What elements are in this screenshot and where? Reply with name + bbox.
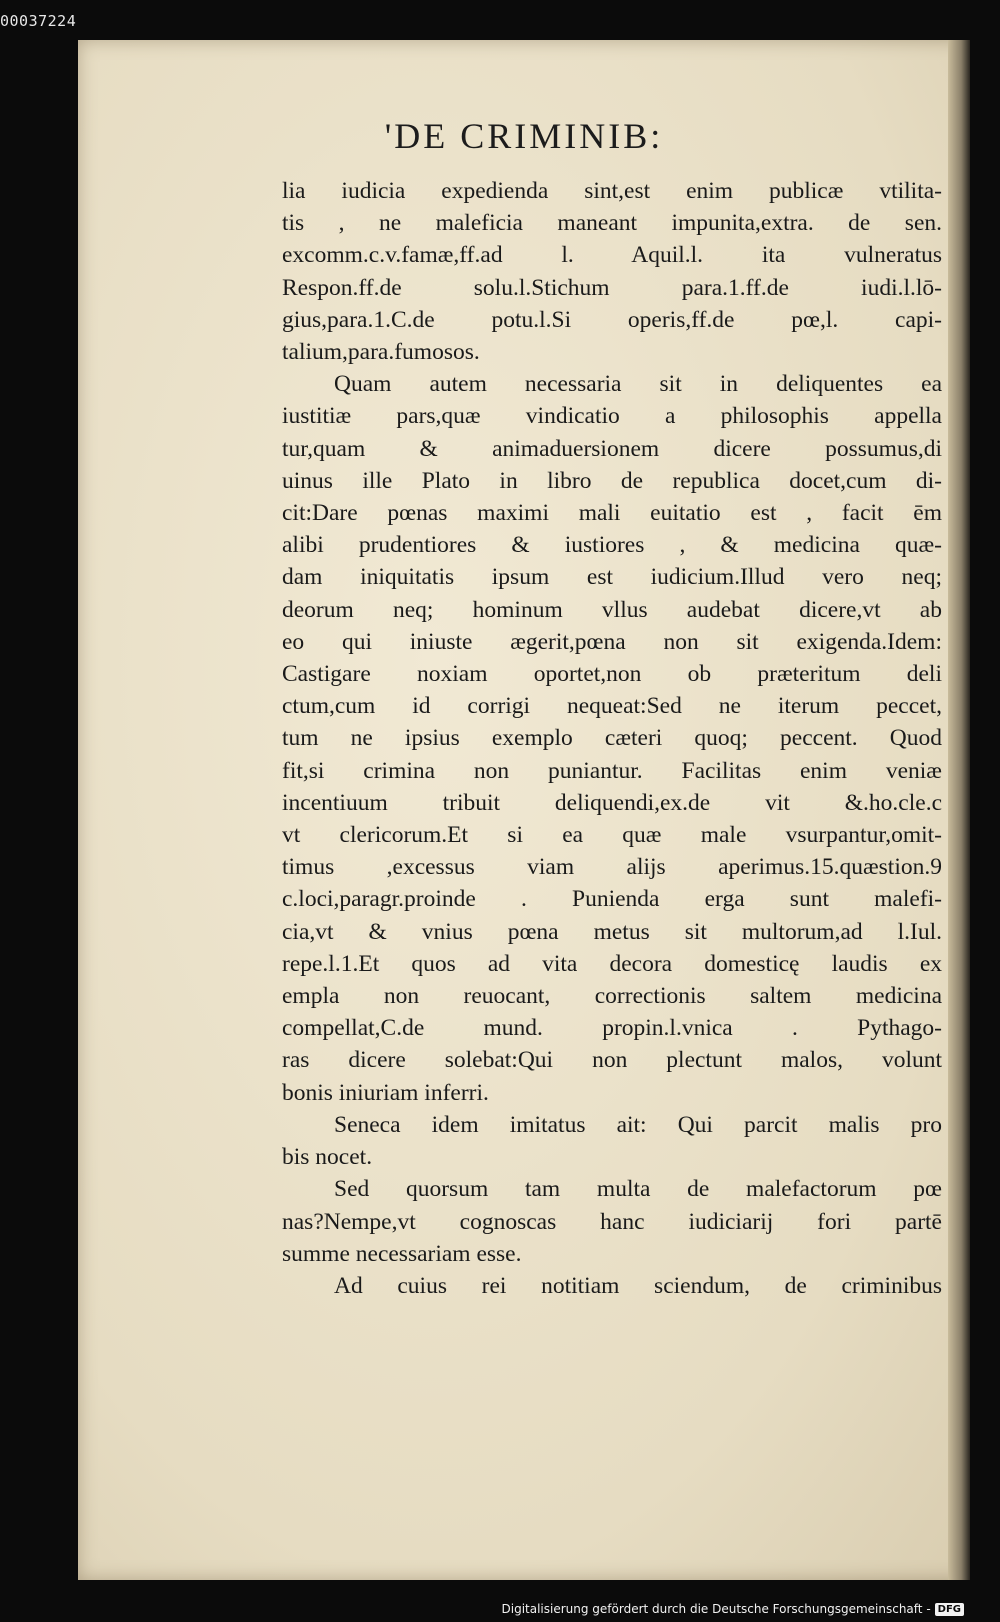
text-line: tis , ne maleficia maneant impunita,extra. de sen. (282, 210, 942, 237)
text-line: uinus ille Plato in libro de republica docet,cum di- (282, 467, 942, 494)
text-line: summe necessariam esse. (282, 1240, 522, 1267)
text-line: alibi prudentiores & iustiores , & medicina quæ- (282, 532, 942, 559)
text-line: excomm.c.v.famæ,ff.ad l. Aquil.l. ita vulneratus (282, 242, 942, 269)
text-line: repe.l.1.Et quos ad vita decora domesticę laudis ex (282, 950, 942, 977)
text-line: ctum,cum id corrigi nequeat:Sed ne iterum peccet, (282, 693, 942, 720)
text-line: ras dicere solebat:Qui non plectunt malos, volunt (282, 1047, 942, 1074)
text-line: Seneca idem imitatus ait: Qui parcit malis pro (334, 1111, 942, 1138)
text-line: lia iudicia expedienda sint,est enim publicæ vtilita- (282, 178, 942, 204)
text-line: gius,para.1.C.de potu.l.Si operis,ff.de pœ,l. capi- (282, 306, 942, 333)
running-head: 'DE CRIMINIB: (384, 116, 664, 156)
text-line: timus ,excessus viam alijs aperimus.15.quæstion.9 (282, 854, 942, 881)
text-line: Castigare noxiam oportet,non ob præteritum deli (282, 661, 942, 688)
credit-text: Digitalisierung gefördert durch die Deutsche Forschungsgemeinschaft - (501, 1602, 931, 1616)
text-line: empla non reuocant, correctionis saltem medicina (282, 983, 942, 1010)
text-line: bis nocet. (282, 1144, 373, 1171)
text-line: tur,quam & animaduersionem dicere possumus,di (282, 435, 942, 462)
scan-id: 00037224 (0, 12, 77, 30)
text-line: eo qui iniuste ægerit,pœna non sit exigenda.Idem: (282, 628, 942, 655)
text-line: compellat,C.de mund. propin.l.vnica . Pythago- (282, 1015, 942, 1042)
text-line: vt clericorum.Et si ea quæ male vsurpantur,omit- (282, 822, 942, 849)
text-line: dam iniquitatis ipsum est iudicium.Illud vero neq; (282, 564, 942, 591)
text-line: nas?Nempe,vt cognoscas hanc iudiciarij fori partē (282, 1208, 942, 1235)
text-line: Ad cuius rei notitiam sciendum, de criminibus (334, 1272, 942, 1299)
text-line: iustitiæ pars,quæ vindicatio a philosophis appella (282, 403, 942, 430)
book-page (78, 40, 970, 1580)
text-line: tum ne ipsius exemplo cæteri quoq; peccent. Quod (282, 725, 942, 752)
text-line: cit:Dare pœnas maximi mali euitatio est , facit ēm (282, 500, 942, 527)
page-spine-shadow (948, 40, 970, 1580)
text-line: c.loci,paragr.proinde . Punienda erga sunt malefi- (282, 886, 942, 913)
digitization-credit (502, 1602, 965, 1616)
text-line: bonis iniuriam inferri. (282, 1079, 489, 1106)
text-line: Sed quorsum tam multa de malefactorum pœ (334, 1176, 942, 1203)
text-line: Respon.ff.de solu.l.Stichum para.1.ff.de iudi.l.lō- (282, 274, 942, 301)
text-line: deorum neq; hominum vllus audebat dicere,vt ab (282, 596, 942, 623)
dfg-logo: DFG (935, 1603, 964, 1616)
text-line: cia,vt & vnius pœna metus sit multorum,ad l.Iul. (282, 918, 942, 945)
body-text (282, 175, 942, 1302)
text-line: Quam autem necessaria sit in deliquentes ea (334, 371, 942, 398)
text-line: talium,para.fumosos. (282, 339, 480, 366)
text-line: incentiuum tribuit deliquendi,ex.de vit &.ho.cle.c (282, 789, 942, 816)
text-line: fit,si crimina non puniantur. Facilitas enim veniæ (282, 757, 942, 784)
